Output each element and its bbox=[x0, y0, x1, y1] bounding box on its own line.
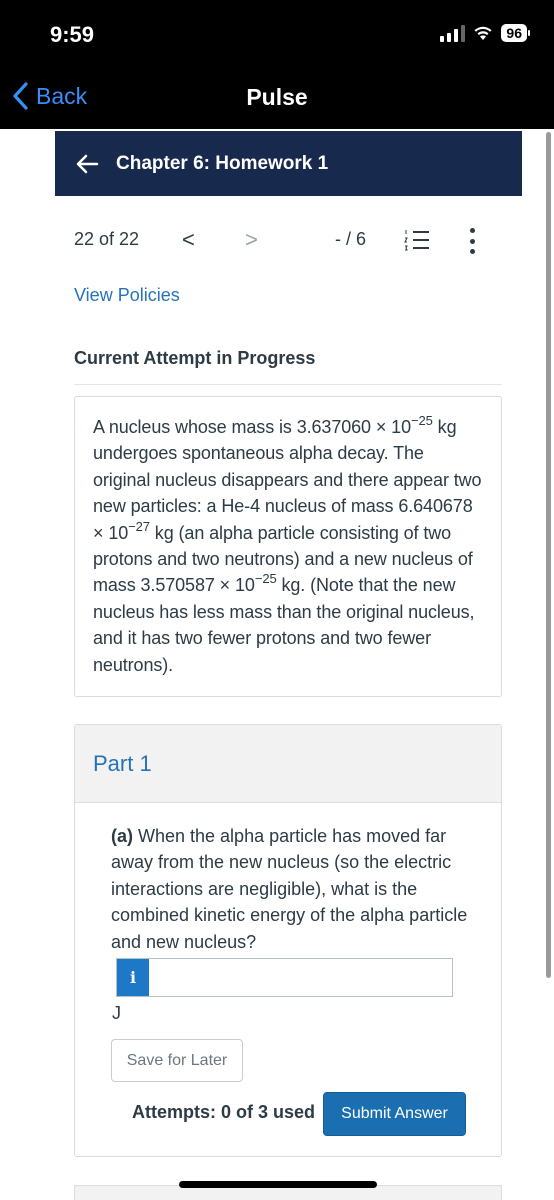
problem-statement bbox=[74, 396, 502, 697]
next-question-button[interactable]: > bbox=[245, 227, 258, 252]
top-bar bbox=[0, 0, 554, 129]
problem-text: A nucleus whose mass is $3.637060 \times 10^{-25}$ kg undergoes spontaneous alpha decay. The original nucleus disappears and there appear two new particles: a He-4 nucleus of mass $6.640678 \times 10^{-27}$ kg (an alpha particle consisting of two protons and two neutrons) and a new nucleus of mass $3.570587 \times 10^{-25}$ kg. (Note that the new nucleus has less mass than the original nucleus, and it has two fewer protons and two fewer neutrons). bbox=[93, 413, 482, 675]
answer-field-group bbox=[116, 958, 453, 997]
back-label: Back bbox=[36, 82, 88, 109]
status-icons bbox=[440, 24, 530, 42]
question-content bbox=[55, 283, 522, 1200]
previous-question-button[interactable]: < bbox=[182, 227, 195, 252]
info-icon[interactable]: i bbox=[117, 959, 149, 996]
divider bbox=[74, 384, 502, 385]
question-list-icon[interactable] bbox=[404, 229, 430, 251]
save-for-later-button[interactable]: Save for Later bbox=[111, 1039, 243, 1082]
question-text: (a) When the alpha particle has moved far away from the new nucleus (so the electric interactions are negligible), what is the combined kinetic energy of the alpha particle and new nucleus? bbox=[111, 826, 468, 952]
status-time: 9:59 bbox=[50, 22, 95, 47]
part-header bbox=[75, 725, 501, 803]
attempt-heading: Current Attempt in Progress bbox=[74, 348, 316, 368]
answer-input[interactable] bbox=[149, 959, 452, 996]
chapter-header bbox=[55, 131, 522, 196]
question-navigation bbox=[55, 215, 522, 265]
more-options-icon[interactable] bbox=[468, 228, 476, 254]
attempts-counter: Attempts: 0 of 3 used bbox=[132, 1102, 316, 1122]
view-policies-link[interactable]: View Policies bbox=[74, 285, 180, 305]
question-score: - / 6 bbox=[335, 229, 367, 249]
home-indicator[interactable] bbox=[179, 1181, 377, 1188]
battery-icon bbox=[501, 24, 530, 42]
submit-answer-button[interactable]: Submit Answer bbox=[323, 1092, 466, 1136]
chapter-title: Chapter 6: Homework 1 bbox=[116, 152, 329, 174]
part-title: Part 1 bbox=[93, 751, 152, 776]
wifi-icon bbox=[473, 25, 493, 41]
scrollbar[interactable] bbox=[546, 132, 551, 978]
battery-level: 96 bbox=[501, 24, 527, 42]
arrow-left-icon[interactable] bbox=[75, 154, 99, 174]
app-title: Pulse bbox=[246, 84, 308, 110]
question-count: 22 of 22 bbox=[74, 229, 140, 249]
part-card bbox=[74, 724, 502, 1157]
unit-label: J bbox=[112, 1003, 121, 1023]
cellular-signal-icon bbox=[440, 25, 465, 42]
